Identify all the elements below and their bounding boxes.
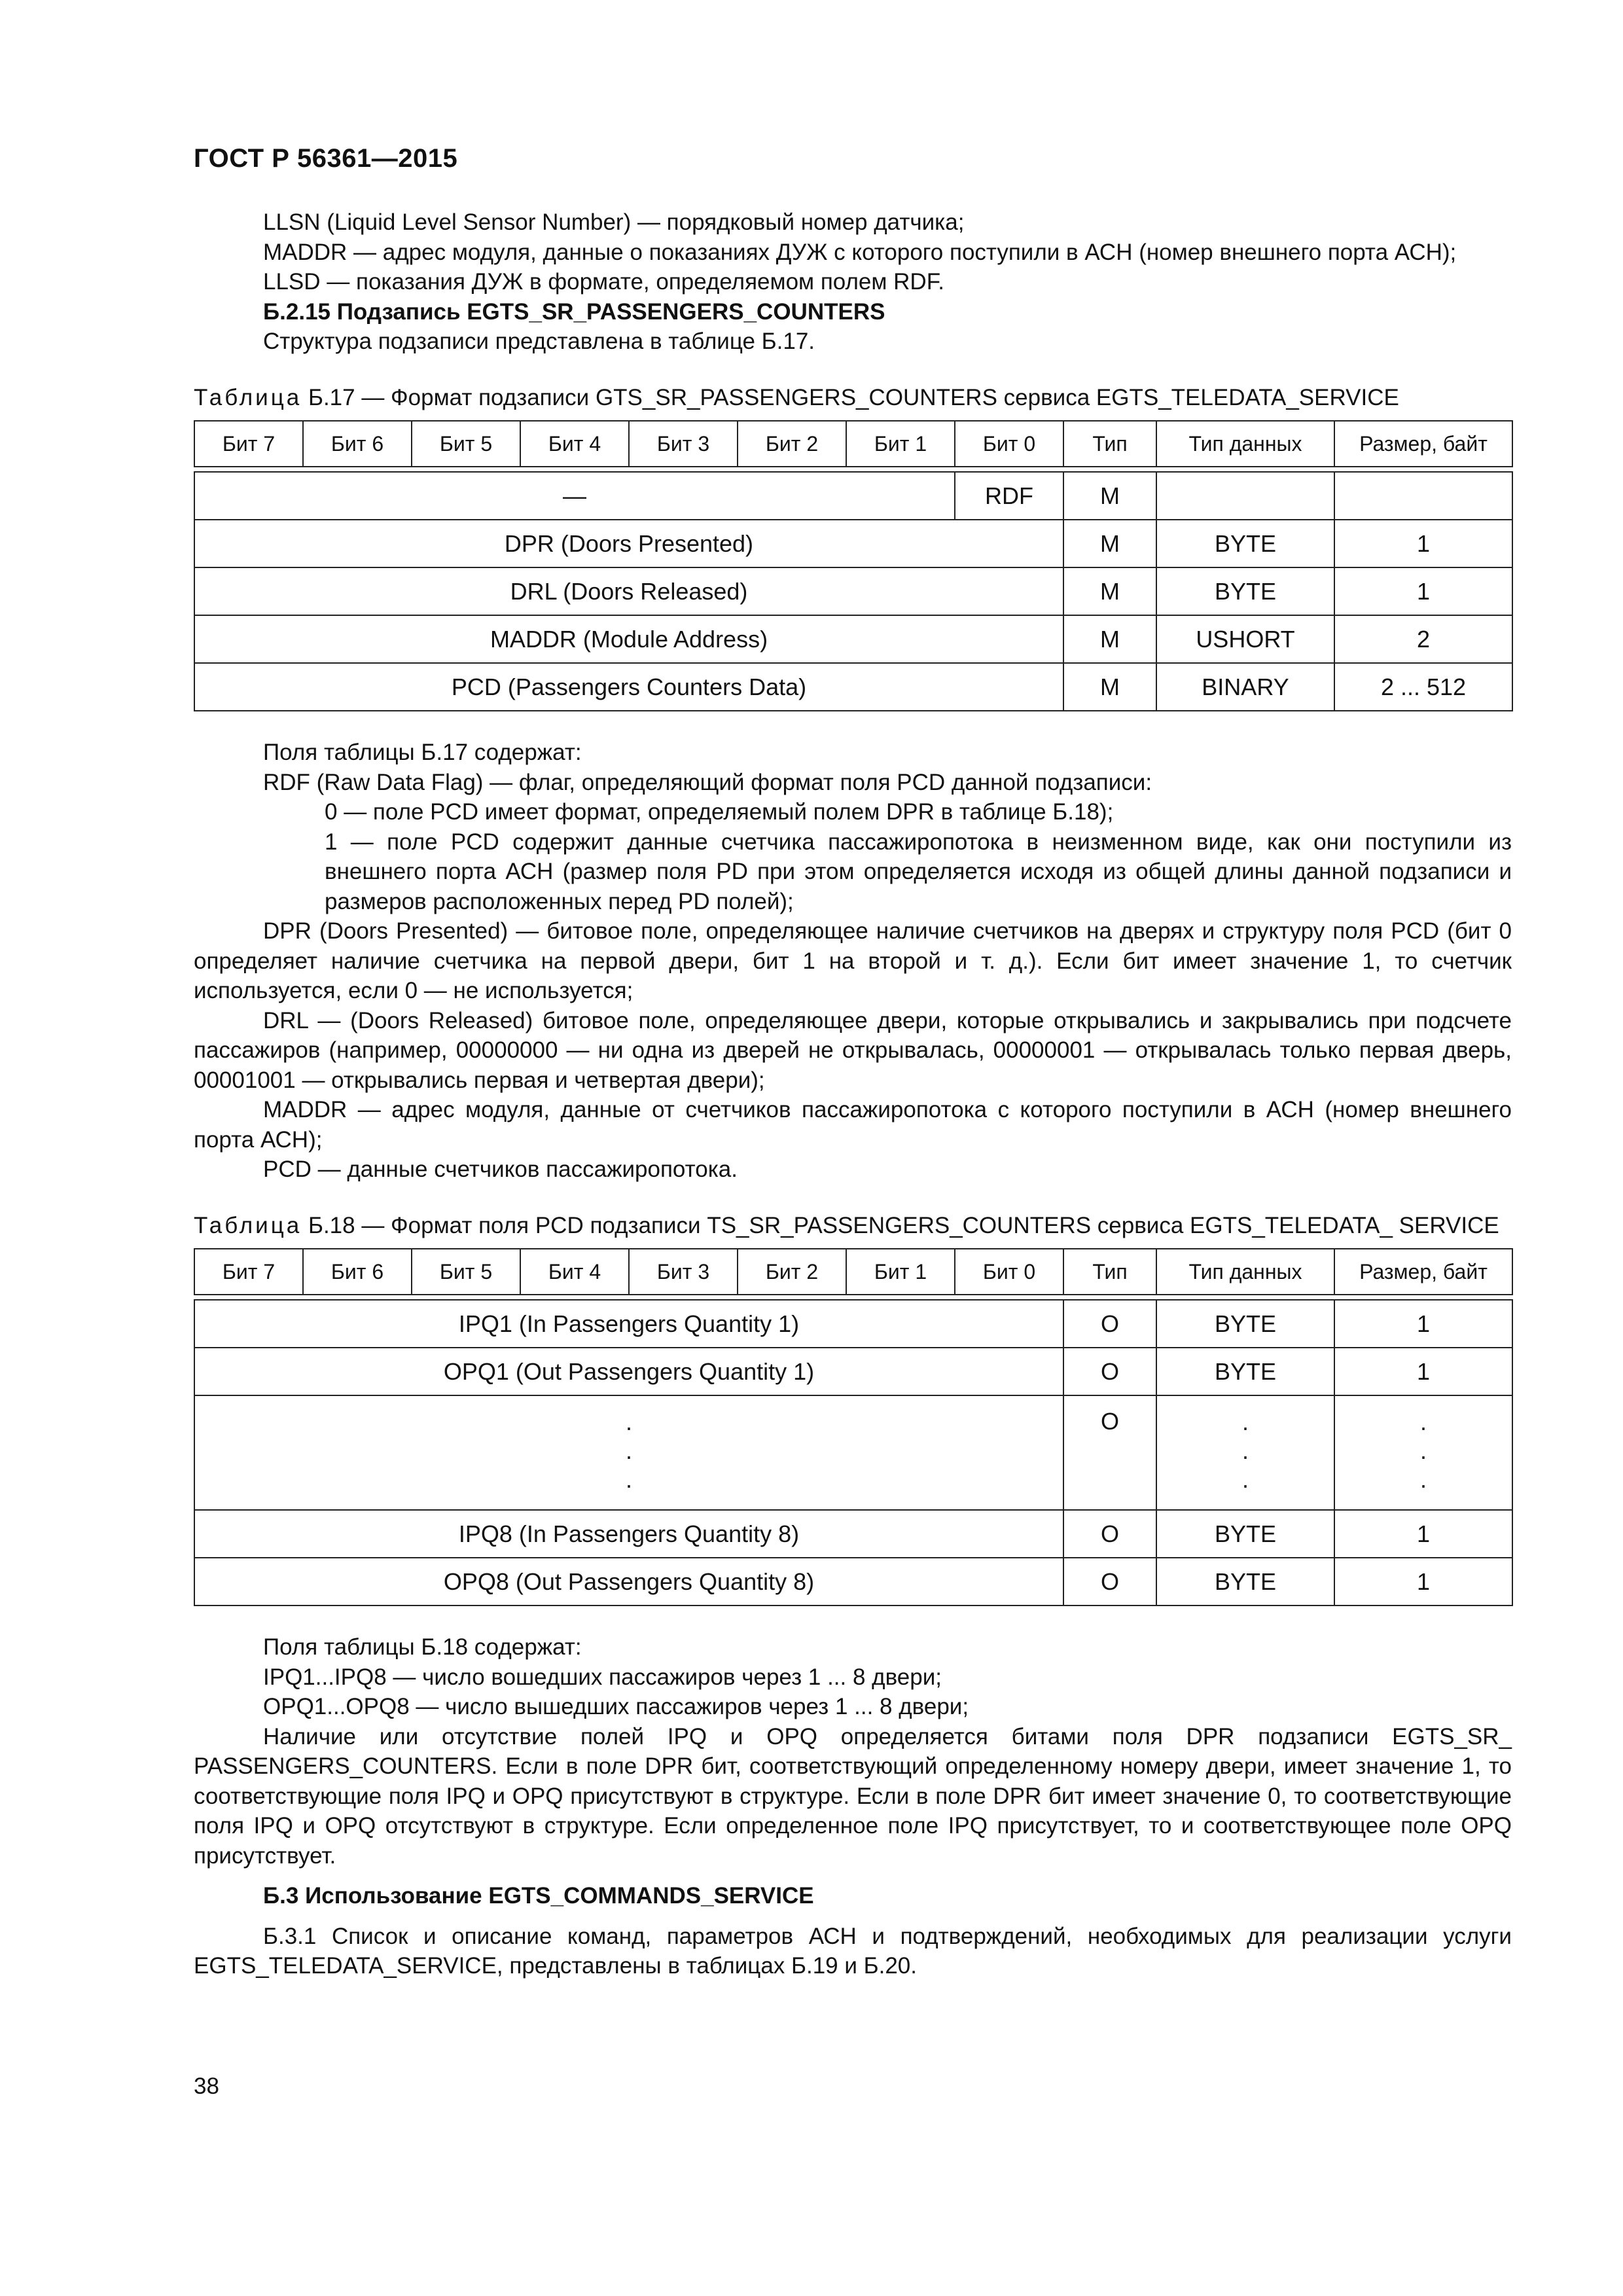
table18-cell-name: IPQ8 (In Passengers Quantity 8) <box>194 1510 1063 1558</box>
table17-cell-type: M <box>1063 663 1156 711</box>
ellipsis-dot: . <box>625 1437 632 1464</box>
table18-header-cell: Бит 2 <box>738 1249 846 1295</box>
table18-header-cell: Размер, байт <box>1334 1249 1512 1295</box>
table18-caption <box>194 1211 1512 1241</box>
table17-row-rdf <box>194 472 1512 520</box>
table17-cell-dtype <box>1156 472 1334 520</box>
fields17-dpr: DPR (Doors Presented) — битовое поле, определяющее наличие счетчиков на дверях и структуру поля PCD (бит 0 определяет наличие счетчика на первой двери, бит 1 на второй и т. д.). Если бит имеет значение 1, то счетчик используется, если 0 — не используется; <box>194 918 1512 1003</box>
document-page <box>194 144 1512 1981</box>
table18-ellipsis-row <box>194 1395 1512 1510</box>
table17-cell-dtype: BYTE <box>1156 567 1334 615</box>
table17-cell-name: MADDR (Module Address) <box>194 615 1063 663</box>
table17-cell-size: 2 ... 512 <box>1334 663 1512 711</box>
table17-cell-dtype: BINARY <box>1156 663 1334 711</box>
table18-row <box>194 1510 1512 1558</box>
table18-header-cell: Бит 1 <box>846 1249 955 1295</box>
ellipsis-dot: . <box>1419 1437 1427 1464</box>
fields17-intro: Поля таблицы Б.17 содержат: <box>263 740 582 765</box>
ellipsis-dot: . <box>1419 1466 1427 1493</box>
table17-header-cell: Бит 5 <box>412 421 520 467</box>
table17-header-cell: Бит 1 <box>846 421 955 467</box>
table18-header-cell: Тип <box>1063 1249 1156 1295</box>
ellipsis-dot: . <box>1241 1408 1249 1435</box>
table18-caption-prefix: Таблица <box>194 1212 302 1238</box>
table17-cell-dtype: USHORT <box>1156 615 1334 663</box>
table18-cell-name: OPQ8 (Out Passengers Quantity 8) <box>194 1558 1063 1605</box>
fields18-opq: OPQ1...OPQ8 — число вышедших пассажиров через 1 ... 8 двери; <box>263 1694 969 1719</box>
table17-cell-size: 1 <box>1334 520 1512 567</box>
table18-cell-name: IPQ1 (In Passengers Quantity 1) <box>194 1300 1063 1348</box>
table18-cell-dtype: BYTE <box>1156 1348 1334 1395</box>
table17-cell-name: DPR (Doors Presented) <box>194 520 1063 567</box>
table17-header-cell: Бит 6 <box>303 421 412 467</box>
table18-cell-dtype: BYTE <box>1156 1558 1334 1605</box>
table17-cell-type: M <box>1063 567 1156 615</box>
table18-ellipsis-name <box>194 1395 1063 1510</box>
ellipsis-dot: . <box>1419 1408 1427 1435</box>
table18-cell-size: 1 <box>1334 1558 1512 1605</box>
text-llsd: LLSD — показания ДУЖ в формате, определяемом полем RDF. <box>263 269 944 295</box>
table18-cell-name: OPQ1 (Out Passengers Quantity 1) <box>194 1348 1063 1395</box>
text-structure: Структура подзаписи представлена в таблице Б.17. <box>263 329 815 354</box>
table17-header-cell: Тип данных <box>1156 421 1334 467</box>
table17-row <box>194 615 1512 663</box>
fields18-ipq: IPQ1...IPQ8 — число вошедших пассажиров через 1 ... 8 двери; <box>263 1664 942 1690</box>
table18-header-row <box>194 1249 1512 1295</box>
table17-header-cell: Размер, байт <box>1334 421 1512 467</box>
ellipsis-dot: . <box>625 1466 632 1493</box>
table17-row <box>194 663 1512 711</box>
table17-header-cell: Бит 2 <box>738 421 846 467</box>
table18-cell-type: O <box>1063 1348 1156 1395</box>
table18-header-cell: Бит 4 <box>520 1249 629 1295</box>
table17-row <box>194 520 1512 567</box>
table17-cell-dash: — <box>194 472 955 520</box>
fields17-pcd: PCD — данные счетчиков пассажиропотока. <box>263 1157 738 1182</box>
table18-cell-size: 1 <box>1334 1510 1512 1558</box>
table17-caption-text: Б.17 — Формат подзаписи GTS_SR_PASSENGERS_COUNTERS сервиса EGTS_TELEDATA_SERVICE <box>308 384 1399 410</box>
table18-cell-size: 1 <box>1334 1348 1512 1395</box>
table18-header-cell: Бит 0 <box>955 1249 1063 1295</box>
table-b18 <box>194 1248 1513 1606</box>
table17-cell-size: 2 <box>1334 615 1512 663</box>
fields17-drl: DRL — (Doors Released) битовое поле, определяющее двери, которые открывались и закрывались при подсчете пассажиров (например, 00000000 — ни одна из дверей не открывалась, 00000001 — открывалась только первая дверь, 00001001 — открывались первая и четвертая двери); <box>194 1007 1512 1093</box>
fields17-maddr: MADDR — адрес модуля, данные от счетчиков пассажиропотока с которого поступили в АСН (номер внешнего порта АСН); <box>194 1097 1512 1153</box>
table18-cell-dtype: BYTE <box>1156 1300 1334 1348</box>
table18-header-cell: Бит 6 <box>303 1249 412 1295</box>
text-maddr: MADDR — адрес модуля, данные о показаниях ДУЖ с которого поступили в АСН (номер внешнего порта АСН); <box>263 239 1457 265</box>
table17-cell-name: DRL (Doors Released) <box>194 567 1063 615</box>
table17-header-row <box>194 421 1512 467</box>
table17-header-cell: Тип <box>1063 421 1156 467</box>
table18-row <box>194 1300 1512 1348</box>
ellipsis-dot: . <box>1241 1437 1249 1464</box>
table17-caption-prefix: Таблица <box>194 384 302 410</box>
table18-cell-type: O <box>1063 1510 1156 1558</box>
table17-header-cell: Бит 3 <box>629 421 738 467</box>
table18-ellipsis-size <box>1334 1395 1512 1510</box>
table17-header-cell: Бит 7 <box>194 421 303 467</box>
fields17-rdf0: 0 — поле PCD имеет формат, определяемый полем DPR в таблице Б.18); <box>325 799 1114 825</box>
table18-ellipsis-dtype <box>1156 1395 1334 1510</box>
table18-ellipsis-type: O <box>1063 1395 1156 1510</box>
section-heading-b215: Б.2.15 Подзапись EGTS_SR_PASSENGERS_COUNTERS <box>263 298 885 325</box>
table-b17 <box>194 420 1513 711</box>
table17-header-cell: Бит 4 <box>520 421 629 467</box>
table18-cell-type: O <box>1063 1300 1156 1348</box>
table17-cell-rdf: RDF <box>955 472 1063 520</box>
table17-row <box>194 567 1512 615</box>
table18-header-cell: Бит 7 <box>194 1249 303 1295</box>
fields17-rdf1: 1 — поле PCD содержит данные счетчика пассажиропотока в неизменном виде, как они поступили из внешнего порта АСН (размер поля PD при этом определяется исходя из общей длины данной подзаписи и размеров расположенных перед PD полей); <box>325 829 1512 914</box>
table17-cell-size <box>1334 472 1512 520</box>
table18-separator <box>194 1295 1512 1300</box>
ellipsis-dot: . <box>625 1408 632 1435</box>
table18-row <box>194 1558 1512 1605</box>
table18-header-cell: Бит 5 <box>412 1249 520 1295</box>
page-number: 38 <box>194 2073 219 2099</box>
table18-header-cell: Бит 3 <box>629 1249 738 1295</box>
fields18-presence: Наличие или отсутствие полей IPQ и OPQ определяется битами поля DPR подзаписи EGTS_SR_ PASSENGERS_COUNTERS. Если в поле DPR бит, соответствующий определенному номеру двери, имеет значение 1, то соответствующие поля IPQ и OPQ присутствуют в структуре. Если в поле DPR бит имеет значение 0, то соответствующие поля IPQ и OPQ отсутствуют в структуре. Если определенное поле IPQ присутствует, то и соответствующее поле OPQ присутствует. <box>194 1723 1512 1869</box>
fields18-intro: Поля таблицы Б.18 содержат: <box>263 1634 582 1660</box>
table17-cell-size: 1 <box>1334 567 1512 615</box>
table17-cell-name: PCD (Passengers Counters Data) <box>194 663 1063 711</box>
document-header: ГОСТ Р 56361—2015 <box>194 144 458 173</box>
table17-cell-type: M <box>1063 520 1156 567</box>
table17-cell-type: M <box>1063 615 1156 663</box>
table17-caption <box>194 383 1512 413</box>
ellipsis-dot: . <box>1241 1466 1249 1493</box>
table17-cell-dtype: BYTE <box>1156 520 1334 567</box>
table18-cell-dtype: BYTE <box>1156 1510 1334 1558</box>
table18-cell-type: O <box>1063 1558 1156 1605</box>
section-heading-b3: Б.3 Использование EGTS_COMMANDS_SERVICE <box>263 1883 814 1909</box>
text-b31: Б.3.1 Список и описание команд, параметров АСН и подтверждений, необходимых для реализации услуги EGTS_TELEDATA_SERVICE, представлены в таблицах Б.19 и Б.20. <box>194 1923 1512 1979</box>
table17-header-cell: Бит 0 <box>955 421 1063 467</box>
text-llsn: LLSN (Liquid Level Sensor Number) — порядковый номер датчика; <box>263 209 965 235</box>
table18-caption-text: Б.18 — Формат поля PCD подзаписи TS_SR_PASSENGERS_COUNTERS сервиса EGTS_TELEDATA_ SERVICE <box>308 1212 1499 1238</box>
table17-separator <box>194 467 1512 472</box>
table18-cell-size: 1 <box>1334 1300 1512 1348</box>
table17-cell-type: M <box>1063 472 1156 520</box>
table18-header-cell: Тип данных <box>1156 1249 1334 1295</box>
table18-row <box>194 1348 1512 1395</box>
fields17-rdf: RDF (Raw Data Flag) — флаг, определяющий формат поля PCD данной подзаписи: <box>263 769 1152 795</box>
